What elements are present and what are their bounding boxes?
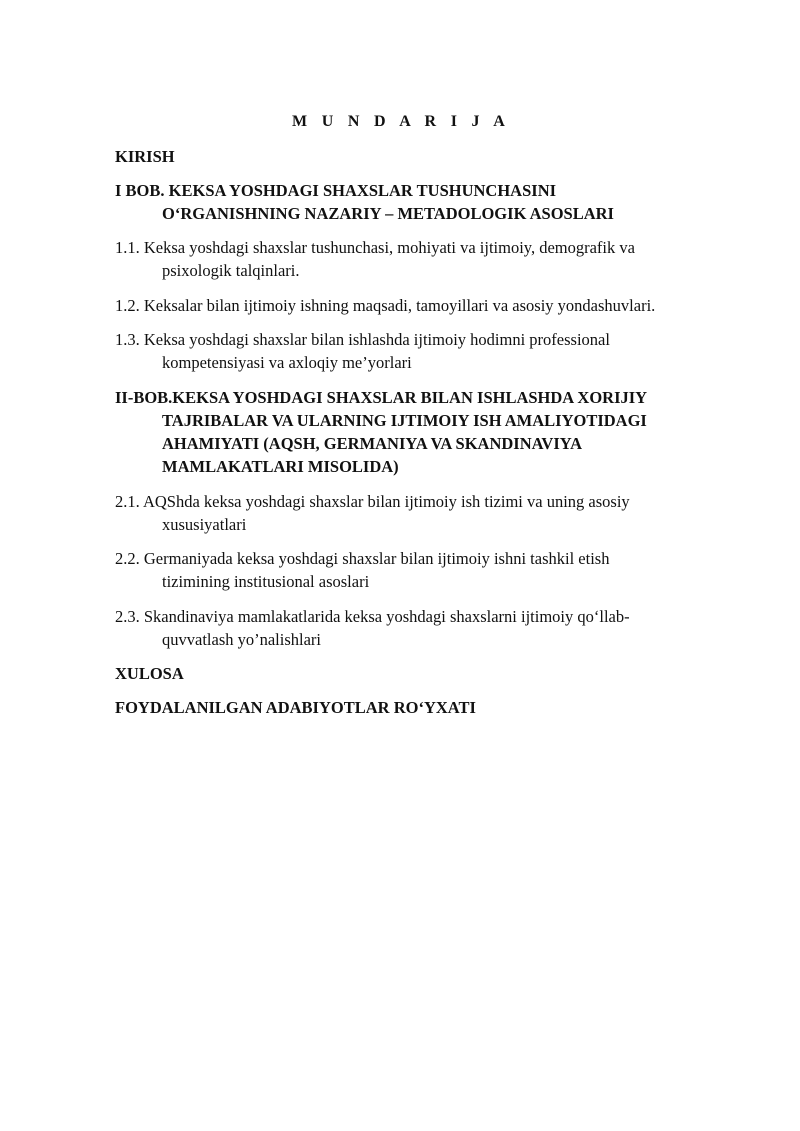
toc-entry-1-2 bbox=[115, 294, 655, 317]
toc-line: quvvatlash yo’nalishlari bbox=[162, 630, 322, 649]
toc-entry-1-3 bbox=[115, 328, 610, 374]
toc-entry-1-1 bbox=[115, 236, 635, 282]
toc-line: XULOSA bbox=[115, 664, 184, 683]
toc-line: O‘RGANISHNING NAZARIY – METADOLOGIK ASOSLARI bbox=[162, 204, 614, 223]
toc-line: I BOB. KEKSA YOSHDAGI SHAXSLAR TUSHUNCHASINI bbox=[115, 181, 557, 200]
toc-line: 1.2. Keksalar bilan ijtimoiy ishning maqsadi, tamoyillari va asosiy yondashuvlari. bbox=[115, 296, 656, 315]
toc-line: 2.2. Germaniyada keksa yoshdagi shaxslar bilan ijtimoiy ishni tashkil etish bbox=[115, 549, 610, 568]
toc-line: II-BOB.KEKSA YOSHDAGI SHAXSLAR BILAN ISHLASHDA XORIJIY bbox=[115, 388, 648, 407]
toc-line: KIRISH bbox=[115, 147, 175, 166]
toc-line: psixologik talqinlari. bbox=[162, 261, 300, 280]
toc-entry-kirish bbox=[115, 145, 175, 168]
toc-entry-chapter-2 bbox=[115, 386, 647, 478]
toc-entry-2-3 bbox=[115, 605, 630, 651]
toc-line: FOYDALANILGAN ADABIYOTLAR RO‘YXATI bbox=[115, 698, 476, 717]
toc-line: kompetensiyasi va axloqiy me’yorlari bbox=[162, 353, 412, 372]
toc-line: 1.1. Keksa yoshdagi shaxslar tushunchasi, mohiyati va ijtimoiy, demografik va bbox=[115, 238, 635, 257]
toc-line: 2.1. AQShda keksa yoshdagi shaxslar bilan ijtimoiy ish tizimi va uning asosiy bbox=[115, 492, 630, 511]
toc-line: xususiyatlari bbox=[162, 515, 247, 534]
toc-title: M U N D A R I J A bbox=[292, 113, 511, 130]
toc-line: MAMLAKATLARI MISOLIDA) bbox=[162, 457, 399, 476]
toc-line: AHAMIYATI (AQSH, GERMANIYA VA SKANDINAVIYA bbox=[162, 434, 583, 453]
toc-entry-2-2 bbox=[115, 547, 609, 593]
toc-line: 2.3. Skandinaviya mamlakatlarida keksa yoshdagi shaxslarni ijtimoiy qo‘llab- bbox=[115, 607, 630, 626]
toc-entry-chapter-1 bbox=[115, 179, 614, 225]
toc-entry-2-1 bbox=[115, 490, 630, 536]
toc-line: tizimining institusional asoslari bbox=[162, 572, 370, 591]
toc-entry-references bbox=[115, 696, 476, 719]
toc-line: 1.3. Keksa yoshdagi shaxslar bilan ishlashda ijtimoiy hodimni professional bbox=[115, 330, 610, 349]
toc-entry-xulosa bbox=[115, 662, 184, 685]
toc-line: TAJRIBALAR VA ULARNING IJTIMOIY ISH AMALIYOTIDAGI bbox=[162, 411, 647, 430]
